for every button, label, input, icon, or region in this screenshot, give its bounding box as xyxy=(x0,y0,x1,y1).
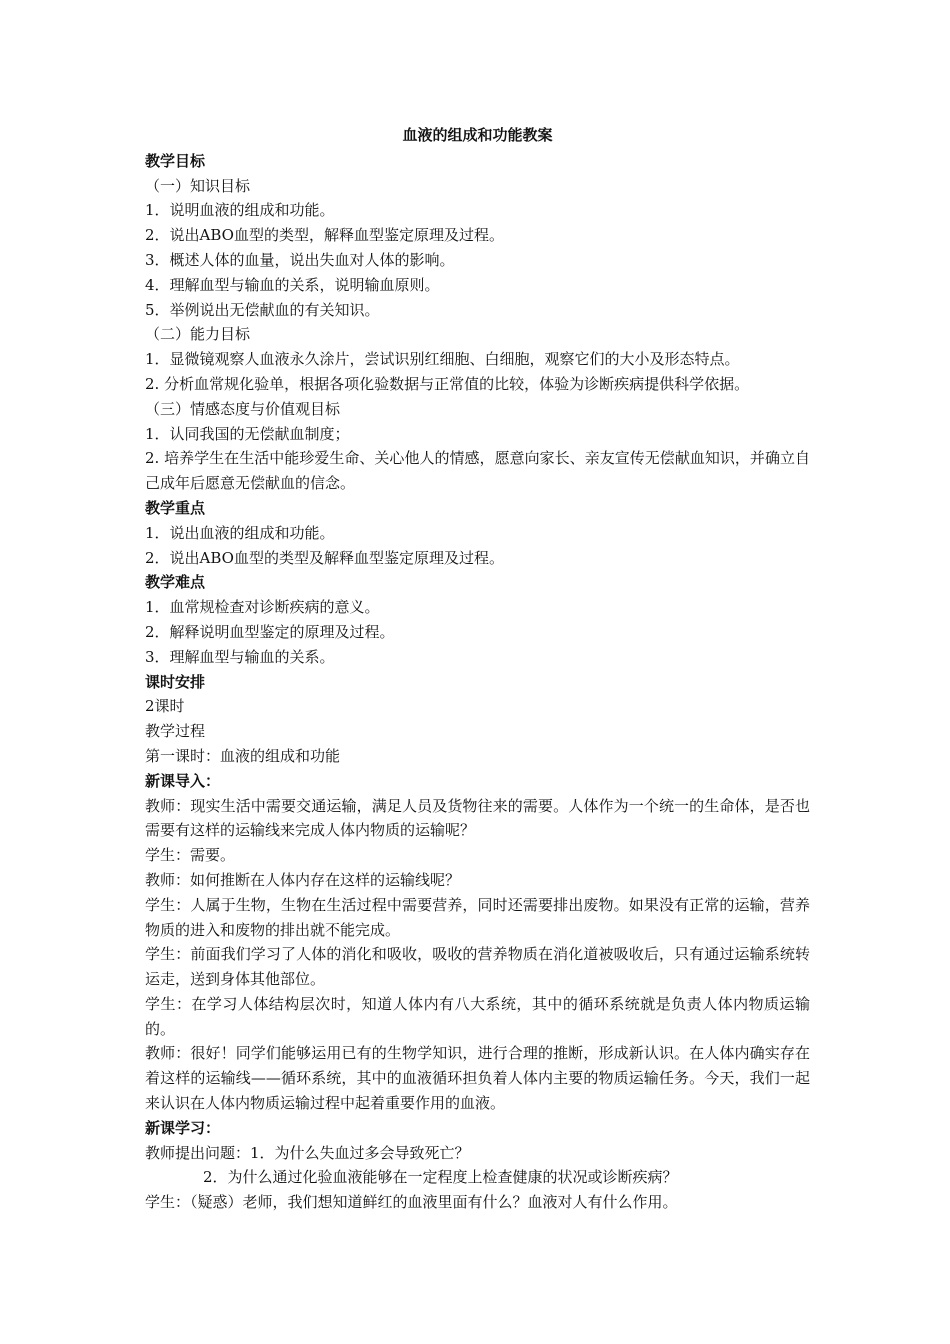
dialogue-line: 学生：在学习人体结构层次时，知道人体内有八大系统，其中的循环系统就是负责人体内物质运输的。 xyxy=(145,994,810,1038)
ability-item: 1．显微镜观察人血液永久涂片，尝试识别红细胞、白细胞，观察它们的大小及形态特点。 xyxy=(145,350,740,369)
knowledge-item: 5．举例说出无偿献血的有关知识。 xyxy=(145,300,380,319)
schedule-heading: 课时安排 xyxy=(145,672,206,691)
knowledge-label: （一）知识目标 xyxy=(145,176,251,195)
key-point-item: 1．说出血液的组成和功能。 xyxy=(145,523,335,542)
schedule-value: 2课时 xyxy=(145,697,185,716)
teacher-question: 教师提出问题：1．为什么失血过多会导致死亡？ xyxy=(145,1143,470,1162)
dialogue-line: 教师：现实生活中需要交通运输，满足人员及货物往来的需要。人体作为一个统一的生命体，是否也需要有这样的运输线来完成人体内物质的运输呢？ xyxy=(145,796,810,840)
knowledge-item: 3．概述人体的血量，说出失血对人体的影响。 xyxy=(145,250,455,269)
document-title: 血液的组成和功能教案 xyxy=(402,126,553,144)
teacher-question: 2．为什么通过化验血液能够在一定程度上检查健康的状况或诊断疾病？ xyxy=(203,1168,678,1187)
objectives-heading: 教学目标 xyxy=(145,151,206,170)
difficulty-item: 1．血常规检查对诊断疾病的意义。 xyxy=(145,598,380,617)
dialogue-line: 教师：如何推断在人体内存在这样的运输线呢？ xyxy=(145,870,461,889)
knowledge-item: 2．说出ABO血型的类型，解释血型鉴定原理及过程。 xyxy=(145,226,504,245)
difficulty-item: 3．理解血型与输血的关系。 xyxy=(145,647,335,666)
difficulties-heading: 教学难点 xyxy=(145,573,206,592)
dialogue-line: 学生：人属于生物，生物在生活过程中需要营养，同时还需要排出废物。如果没有正常的运输，营养物质的进入和废物的排出就不能完成。 xyxy=(145,895,810,939)
dialogue-line: 学生：需要。 xyxy=(145,846,236,865)
dialogue-line: 学生：前面我们学习了人体的消化和吸收，吸收的营养物质在消化道被吸收后，只有通过运输系统转运走，送到身体其他部位。 xyxy=(145,945,810,989)
key-point-item: 2．说出ABO血型的类型及解释血型鉴定原理及过程。 xyxy=(145,548,504,567)
intro-heading: 新课导入： xyxy=(145,771,221,790)
knowledge-item: 1．说明血液的组成和功能。 xyxy=(145,201,335,220)
emotion-label: （三）情感态度与价值观目标 xyxy=(145,399,341,418)
new-lesson-heading: 新课学习： xyxy=(145,1118,221,1137)
key-points-heading: 教学重点 xyxy=(145,498,206,517)
difficulty-item: 2．解释说明血型鉴定的原理及过程。 xyxy=(145,622,395,641)
dialogue-line: 教师：很好！同学们能够运用已有的生物学知识，进行合理的推断，形成新认识。在人体内确实存在着这样的运输线——循环系统，其中的血液循环担负着人体内主要的物质运输任务。今天，我们一起来认识在人体内物质运输过程中起着重要作用的血液。 xyxy=(145,1044,810,1113)
process-label: 教学过程 xyxy=(145,722,206,741)
student-response: 学生：（疑惑）老师，我们想知道鲜红的血液里面有什么？血液对人有什么作用。 xyxy=(145,1193,678,1212)
ability-label: （二）能力目标 xyxy=(145,325,251,344)
emotion-item: 2. 培养学生在生活中能珍爱生命、关心他人的情感，愿意向家长、亲友宣传无偿献血知识，并确立自己成年后愿意无偿献血的信念。 xyxy=(145,449,810,493)
emotion-item: 1．认同我国的无偿献血制度； xyxy=(145,424,350,443)
ability-item: 2. 分析血常规化验单，根据各项化验数据与正常值的比较，体验为诊断疾病提供科学依据。 xyxy=(145,374,750,393)
knowledge-item: 4．理解血型与输血的关系，说明输血原则。 xyxy=(145,275,440,294)
lesson1-label: 第一课时：血液的组成和功能 xyxy=(145,746,341,765)
document-page xyxy=(145,123,810,1215)
